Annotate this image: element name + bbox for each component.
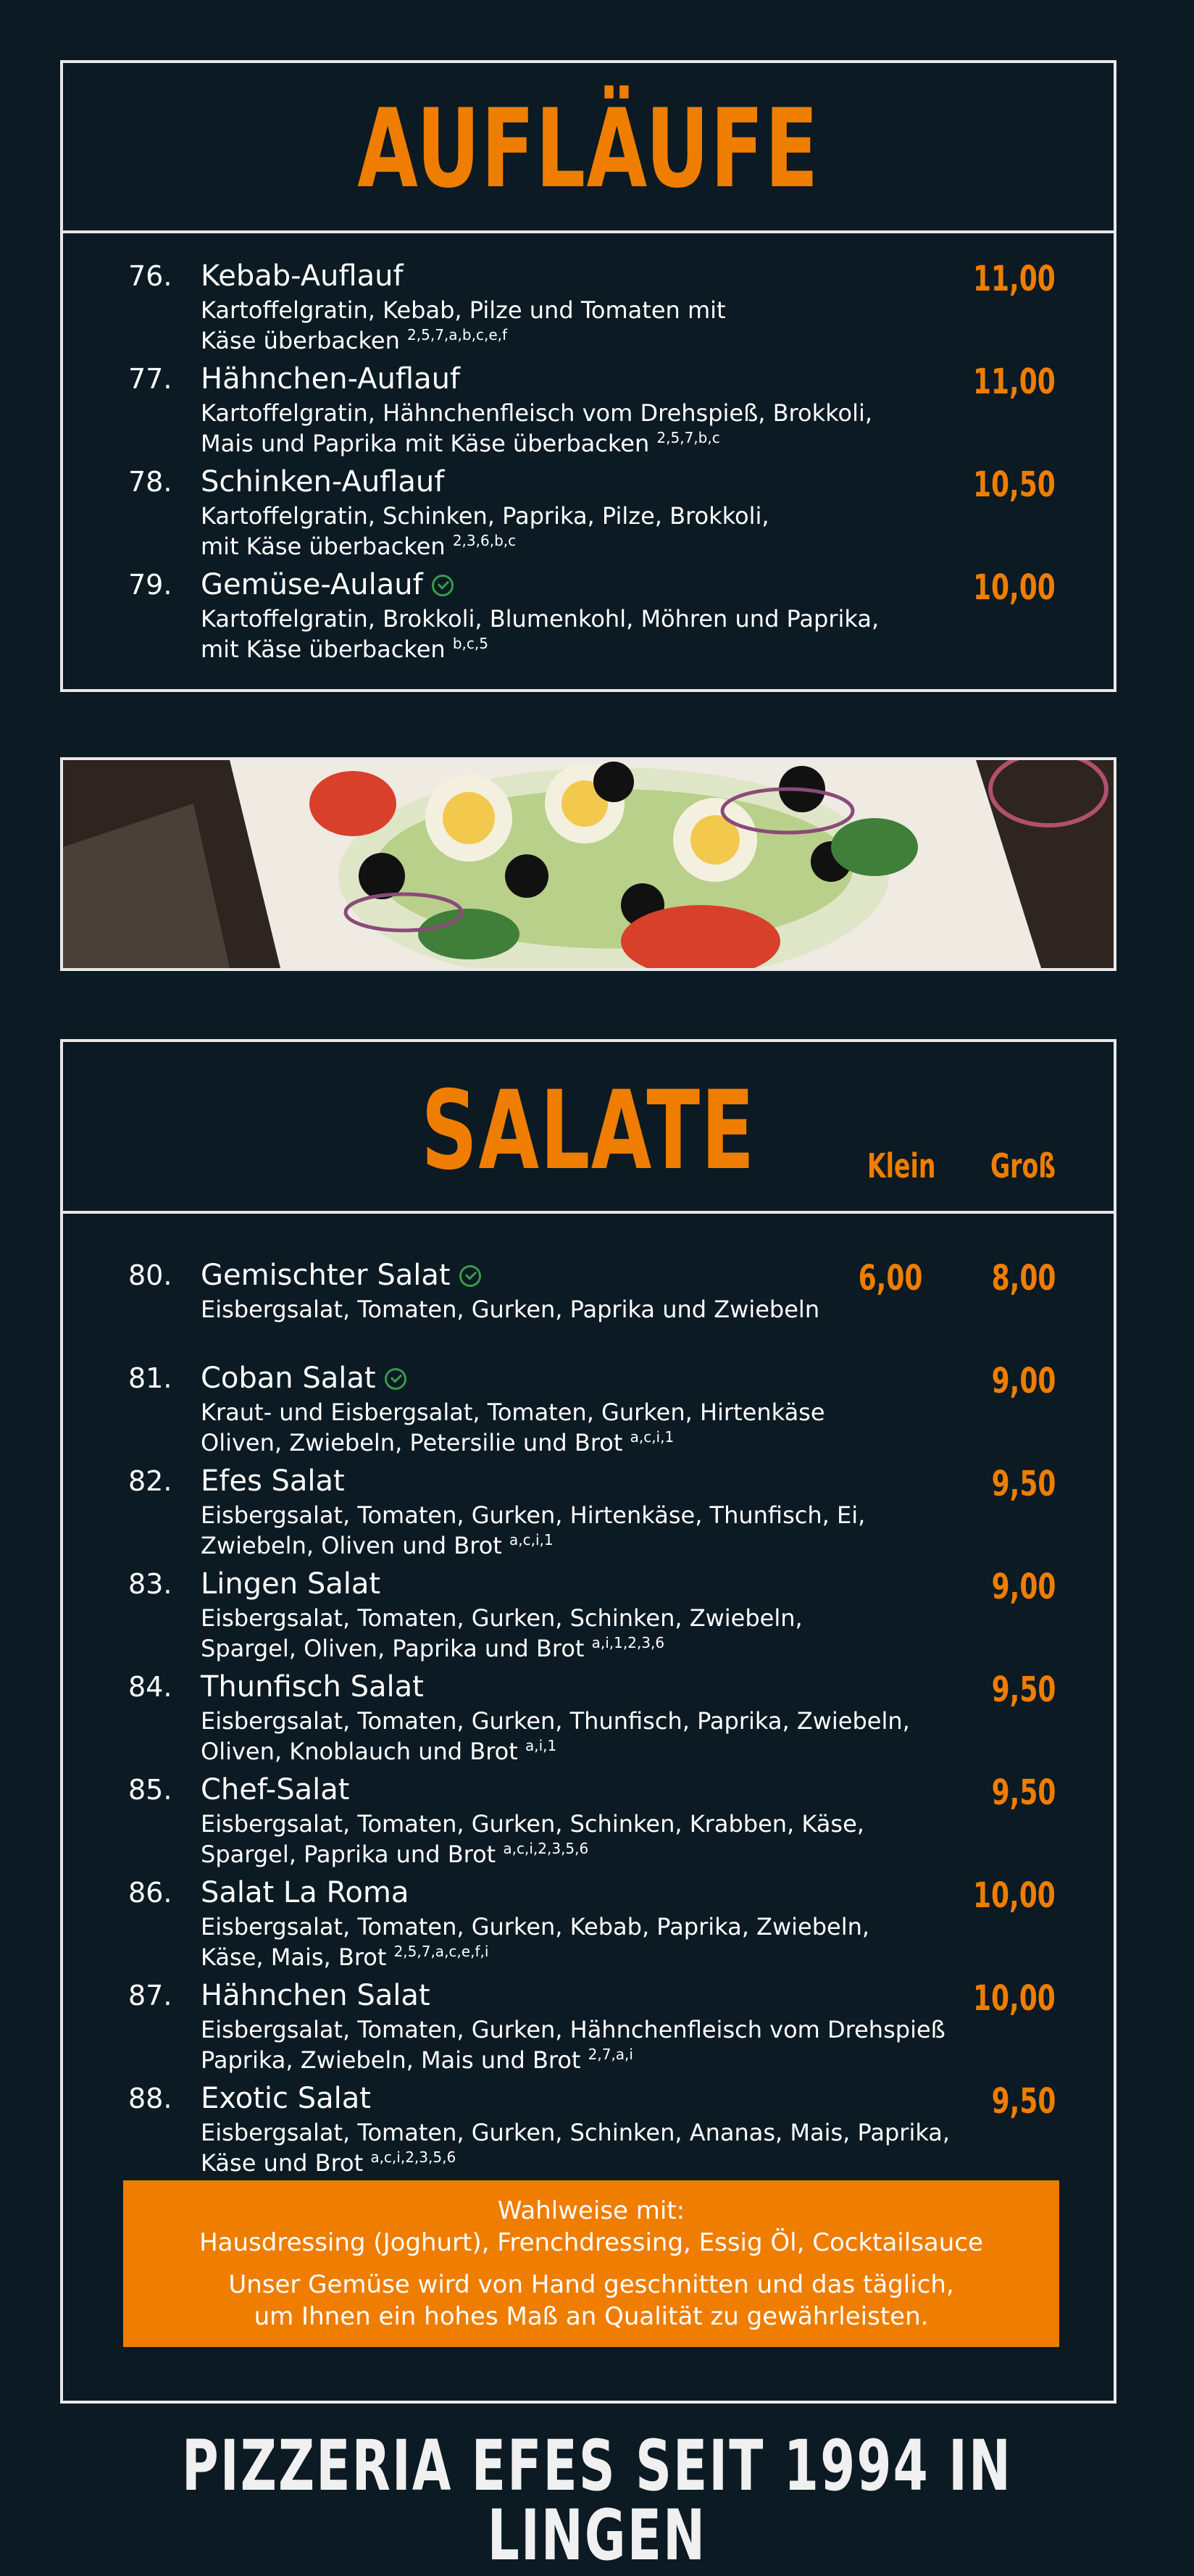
item-name — [201, 1668, 424, 1706]
item-description — [201, 1809, 983, 1870]
divider — [63, 1211, 1114, 1214]
item-description — [201, 1603, 983, 1664]
auflaeufe-section — [60, 60, 1116, 692]
item-number: 76. — [128, 260, 172, 292]
allergen-codes: b,c,5 — [452, 635, 488, 652]
description-line-2 — [201, 634, 983, 664]
price: 9,50 — [991, 1772, 1056, 1813]
item-name-text: Gemüse-Aulauf — [201, 568, 423, 601]
description-line-2 — [201, 1942, 983, 1972]
item-name-text: Thunfisch Salat — [201, 1670, 424, 1704]
salate-section — [60, 1039, 1116, 2404]
item-name — [201, 1462, 345, 1500]
menu-item — [128, 1565, 1056, 1668]
description-line-2-text: Spargel, Oliven, Paprika und Brot — [201, 1635, 585, 1662]
allergen-codes: 2,3,6,b,c — [452, 532, 517, 549]
price: 8,00 — [991, 1258, 1056, 1299]
item-name — [201, 1977, 430, 2014]
description-line-1: Eisbergsalat, Tomaten, Gurken, Schinken, Zwiebeln, — [201, 1604, 803, 1632]
item-description — [201, 604, 983, 664]
item-description — [201, 398, 983, 459]
note-line-3: Unser Gemüse wird von Hand geschnitten und das täglich, — [228, 2270, 954, 2299]
item-description — [201, 1706, 983, 1767]
description-line-1: Kartoffelgratin, Hähnchenfleisch vom Drehspieß, Brokkoli, — [201, 399, 873, 427]
item-name-text: Hähnchen Salat — [201, 1979, 430, 2012]
menu-item — [128, 1771, 1056, 1874]
item-description — [201, 1912, 983, 1972]
description-line-1: Eisbergsalat, Tomaten, Gurken, Hähnchenfleisch vom Drehspieß — [201, 2016, 945, 2043]
item-name — [201, 2080, 371, 2117]
divider — [63, 230, 1114, 233]
menu-item — [128, 1359, 1056, 1462]
description-line-2 — [201, 1427, 983, 1458]
description-line-1: Eisbergsalat, Tomaten, Gurken, Schinken, Ananas, Mais, Paprika, — [201, 2119, 951, 2146]
item-number: 88. — [128, 2083, 172, 2114]
description-line-2-text: Zwiebeln, Oliven und Brot — [201, 1532, 502, 1559]
description-line-2-text: Oliven, Knoblauch und Brot — [201, 1738, 518, 1765]
menu-item — [128, 1874, 1056, 1977]
item-number: 82. — [128, 1465, 172, 1497]
description-line-2-text: Mais und Paprika mit Käse überbacken — [201, 430, 650, 457]
item-name-text: Salat La Roma — [201, 1876, 409, 1909]
allergen-codes: a,i,1,2,3,6 — [591, 1634, 665, 1651]
vegetarian-icon — [459, 1265, 481, 1287]
item-number: 77. — [128, 363, 172, 395]
description-line-2 — [201, 1736, 983, 1767]
price: 10,00 — [973, 1978, 1056, 2019]
description-line-2-text: Käse, Mais, Brot — [201, 1943, 387, 1971]
description-line-2-text: Paprika, Zwiebeln, Mais und Brot — [201, 2046, 581, 2074]
note-line-2: Hausdressing (Joghurt), Frenchdressing, Essig Öl, Cocktailsauce — [199, 2228, 983, 2257]
col-head-large: Groß — [990, 1146, 1056, 1185]
item-number: 80. — [128, 1259, 172, 1291]
allergen-codes: a,i,1 — [525, 1737, 557, 1754]
item-number: 84. — [128, 1671, 172, 1703]
vegetarian-icon — [432, 575, 454, 596]
price: 9,00 — [991, 1361, 1056, 1401]
menu-item — [128, 1977, 1056, 2080]
allergen-codes: a,c,i,2,3,5,6 — [503, 1840, 589, 1857]
item-name — [201, 566, 454, 604]
item-name-text: Lingen Salat — [201, 1567, 381, 1601]
item-number: 85. — [128, 1774, 172, 1806]
description-line-1: Kartoffelgratin, Kebab, Pilze und Tomaten mit — [201, 296, 726, 324]
item-name — [201, 1359, 406, 1397]
description-line-1: Kartoffelgratin, Schinken, Paprika, Pilze, Brokkoli, — [201, 502, 769, 530]
allergen-codes: 2,7,a,i — [588, 2046, 633, 2063]
allergen-codes: a,c,i,1 — [630, 1428, 675, 1446]
description-line-1: Eisbergsalat, Tomaten, Gurken, Kebab, Paprika, Zwiebeln, — [201, 1913, 870, 1941]
menu-item — [128, 1256, 1056, 1359]
item-description — [201, 1397, 983, 1458]
price: 9,50 — [991, 2081, 1056, 2122]
footer-slogan: PIZZERIA EFES SEIT 1994 IN LINGEN — [182, 2425, 1012, 2576]
description-line-1: Eisbergsalat, Tomaten, Gurken, Hirtenkäse, Thunfisch, Ei, — [201, 1501, 866, 1529]
salad-image — [63, 760, 1114, 968]
item-name-text: Schinken-Auflauf — [201, 465, 445, 499]
item-description — [201, 295, 983, 356]
price: 11,00 — [973, 259, 1056, 299]
description-line-2 — [201, 1839, 983, 1870]
item-name-text: Exotic Salat — [201, 2082, 371, 2115]
item-name — [201, 463, 444, 501]
item-name-text: Efes Salat — [201, 1464, 345, 1498]
description-line-2 — [201, 1530, 983, 1561]
item-name-text: Chef-Salat — [201, 1773, 350, 1806]
description-line-1: Kartoffelgratin, Brokkoli, Blumenkohl, Möhren und Paprika, — [201, 605, 880, 633]
description-line-2 — [201, 428, 983, 459]
price-small: 6,00 — [858, 1258, 922, 1299]
allergen-codes: 2,5,7,b,c — [656, 429, 720, 446]
dressing-note — [123, 2180, 1059, 2347]
description-line-1: Eisbergsalat, Tomaten, Gurken, Thunfisch, Paprika, Zwiebeln, — [201, 1707, 910, 1735]
item-name-text: Kebab-Auflauf — [201, 259, 404, 293]
note-line-1: Wahlweise mit: — [497, 2196, 685, 2225]
item-number: 87. — [128, 1980, 172, 2012]
item-name — [201, 1256, 481, 1294]
menu-item — [128, 360, 1056, 463]
col-head-small: Klein — [867, 1146, 936, 1185]
item-description — [201, 1500, 983, 1561]
menu-item — [128, 1462, 1056, 1565]
item-name — [201, 1565, 380, 1603]
item-number: 78. — [128, 466, 172, 498]
description-line-2-text: Oliven, Zwiebeln, Petersilie und Brot — [201, 1429, 623, 1456]
item-name-text: Hähnchen-Auflauf — [201, 362, 461, 396]
menu-item — [128, 566, 1056, 669]
description-line-2 — [201, 531, 983, 562]
description-line-2-text: Spargel, Paprika und Brot — [201, 1841, 496, 1868]
description-line-2-text: mit Käse überbacken — [201, 533, 446, 560]
allergen-codes: 2,5,7,a,c,e,f,i — [393, 1943, 489, 1960]
description-line-2 — [201, 1633, 983, 1664]
description-line-2-text: Käse überbacken — [201, 327, 400, 354]
allergen-codes: a,c,i,2,3,5,6 — [370, 2148, 456, 2166]
description-line-2 — [201, 2148, 983, 2178]
allergen-codes: 2,5,7,a,b,c,e,f — [407, 326, 508, 343]
item-number: 83. — [128, 1568, 172, 1600]
item-number: 81. — [128, 1362, 172, 1394]
item-name — [201, 257, 404, 295]
menu-item — [128, 1668, 1056, 1771]
description-line-2-text: mit Käse überbacken — [201, 635, 446, 663]
item-description — [201, 2014, 983, 2075]
description-line-1: Eisbergsalat, Tomaten, Gurken, Paprika und Zwiebeln — [201, 1296, 820, 1323]
price: 10,00 — [973, 1875, 1056, 1916]
item-number: 86. — [128, 1877, 172, 1909]
item-number: 79. — [128, 569, 172, 601]
salad-photo — [60, 757, 1116, 971]
description-line-2 — [201, 2045, 983, 2075]
vegetarian-icon — [385, 1368, 406, 1390]
menu-item — [128, 2080, 1056, 2183]
item-name — [201, 360, 460, 398]
description-line-1: Eisbergsalat, Tomaten, Gurken, Schinken, Krabben, Käse, — [201, 1810, 864, 1838]
price: 9,50 — [991, 1464, 1056, 1504]
item-name — [201, 1771, 349, 1809]
price: 10,00 — [973, 567, 1056, 608]
description-line-2-text: Käse und Brot — [201, 2149, 364, 2177]
allergen-codes: a,c,i,1 — [509, 1531, 554, 1548]
item-name-text: Coban Salat — [201, 1362, 376, 1395]
item-description — [201, 501, 983, 562]
item-name — [201, 1874, 409, 1912]
salate-title: SALATE — [421, 1068, 756, 1194]
menu-item — [128, 463, 1056, 566]
price: 10,50 — [973, 464, 1056, 505]
description-line-2 — [201, 325, 983, 356]
note-line-4: um Ihnen ein hohes Maß an Qualität zu gewährleisten. — [254, 2302, 929, 2331]
price: 9,00 — [991, 1567, 1056, 1607]
auflaeufe-title: AUFLÄUFE — [357, 86, 819, 212]
price: 9,50 — [991, 1670, 1056, 1710]
menu-item — [128, 257, 1056, 360]
price: 11,00 — [973, 362, 1056, 402]
description-line-1: Kraut- und Eisbergsalat, Tomaten, Gurken, Hirtenkäse — [201, 1399, 825, 1426]
item-name-text: Gemischter Salat — [201, 1259, 451, 1292]
item-description — [201, 2117, 983, 2178]
